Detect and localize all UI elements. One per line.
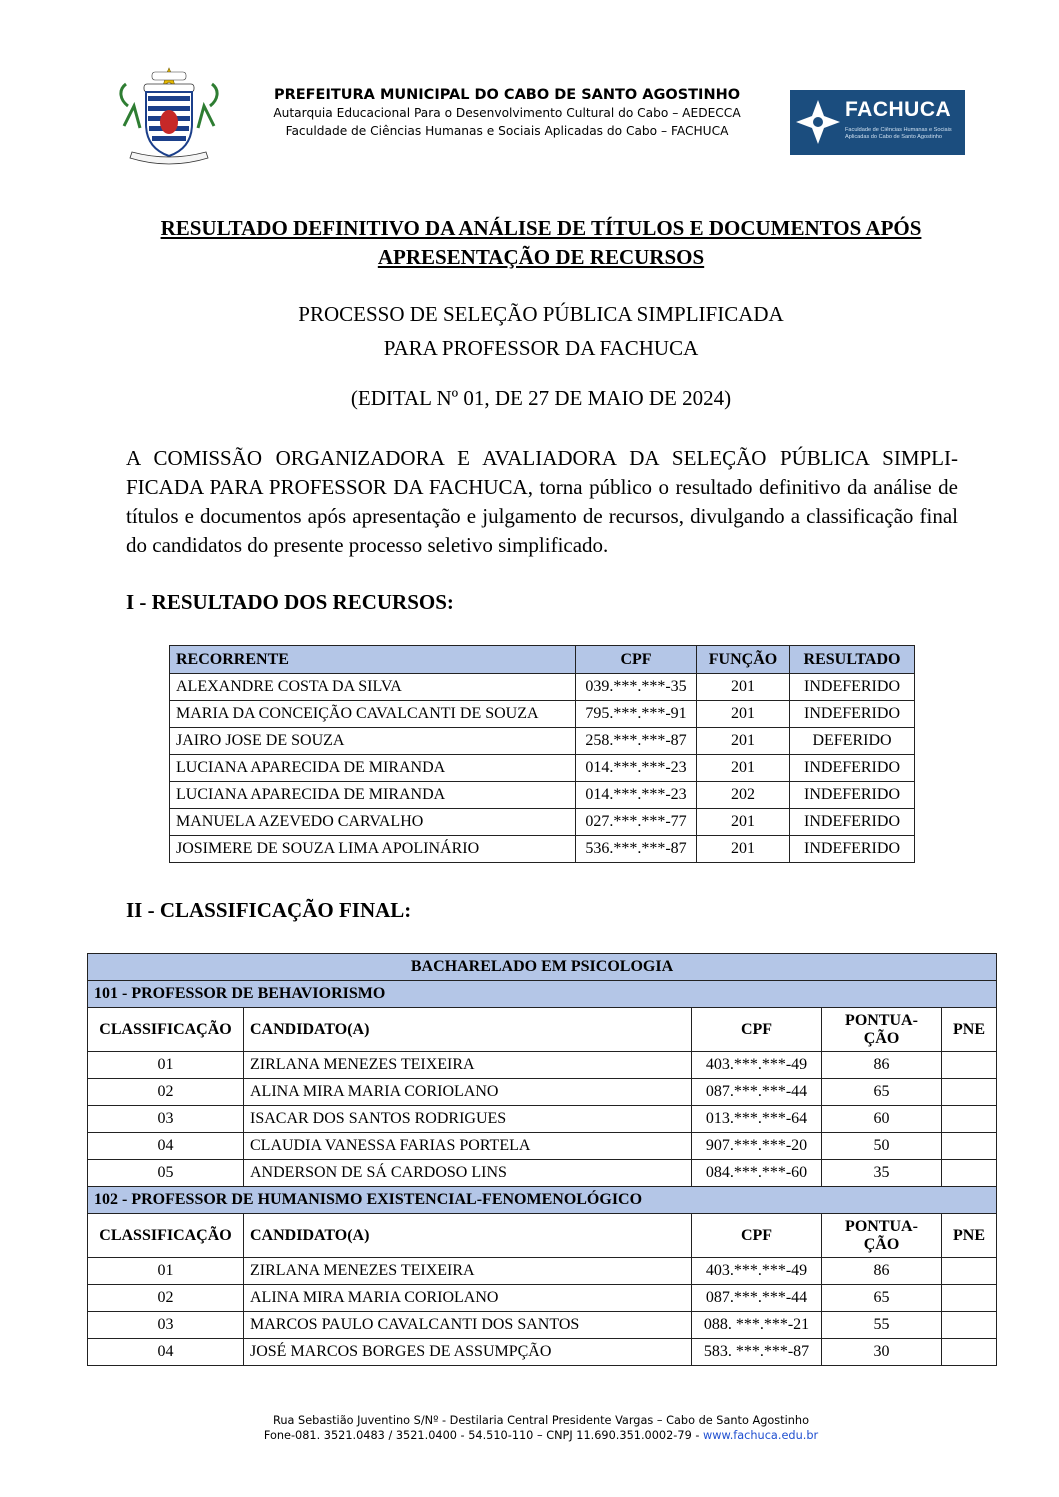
funcao-cell: 201 [697, 701, 790, 728]
funcao-cell: 201 [697, 728, 790, 755]
pontuacao-cell: 65 [822, 1079, 942, 1106]
recurso-row [170, 674, 915, 701]
classificacao-row [88, 1312, 997, 1339]
resultado-cell: INDEFERIDO [790, 755, 915, 782]
cpf-cell: 013.***.***-64 [692, 1106, 822, 1133]
group-title: 102 - PROFESSOR DE HUMANISMO EXISTENCIAL-FENOMENOLÓGICO [88, 1187, 997, 1214]
resultado-cell: INDEFERIDO [790, 674, 915, 701]
recurso-row [170, 728, 915, 755]
title-line2: APRESENTAÇÃO DE RECURSOS [377, 245, 705, 269]
classificacao-cell: 02 [88, 1285, 244, 1312]
classificacao-cell: 04 [88, 1339, 244, 1366]
recurso-row [170, 836, 915, 863]
candidato-cell: ANDERSON DE SÁ CARDOSO LINS [244, 1160, 692, 1187]
logo-subtitle: Faculdade de Ciências Humanas e Sociais Aplicadas do Cabo de Santo Agostinho [845, 127, 952, 140]
resultado-cell: INDEFERIDO [790, 701, 915, 728]
cpf-cell: 258.***.***-87 [576, 728, 697, 755]
recurso-row [170, 782, 915, 809]
pontuacao-cell: 86 [822, 1052, 942, 1079]
col-cpf: CPF [692, 1214, 822, 1258]
cpf-cell: 403.***.***-49 [692, 1052, 822, 1079]
section2-heading: II - CLASSIFICAÇÃO FINAL: [126, 898, 412, 922]
pne-cell [942, 1160, 997, 1187]
pne-cell [942, 1258, 997, 1285]
col-resultado: RESULTADO [790, 646, 915, 674]
candidato-cell: ZIRLANA MENEZES TEIXEIRA [244, 1258, 692, 1285]
resultado-cell: DEFERIDO [790, 728, 915, 755]
candidato-cell: ZIRLANA MENEZES TEIXEIRA [244, 1052, 692, 1079]
header-line1: PREFEITURA MUNICIPAL DO CABO DE SANTO AGOSTINHO [273, 87, 741, 103]
pontuacao-cell: 65 [822, 1285, 942, 1312]
classificacao-row [88, 1258, 997, 1285]
recursos-table [169, 645, 915, 863]
footer [130, 1413, 952, 1443]
funcao-cell: 202 [697, 782, 790, 809]
col-pontuacao: PONTUA-ÇÃO [822, 1008, 942, 1052]
recorrente-cell: LUCIANA APARECIDA DE MIRANDA [170, 782, 576, 809]
pne-cell [942, 1106, 997, 1133]
recorrente-cell: ALEXANDRE COSTA DA SILVA [170, 674, 576, 701]
intro-paragraph: A COMISSÃO ORGANIZADORA E AVALIADORA DA SELEÇÃO PÚBLICA SIMPLI-FICADA PARA PROFESSOR DA FACHUCA, torna público o resultado definitivo da análise de títulos e documentos após apresentação e julgamento de recursos, divulgando a classificação final do candidatos do presente processo seletivo simplificado. [126, 446, 958, 557]
funcao-cell: 201 [697, 674, 790, 701]
classificacao-cell: 02 [88, 1079, 244, 1106]
classificacao-row [88, 1106, 997, 1133]
title-line1: RESULTADO DEFINITIVO DA ANÁLISE DE TÍTULOS E DOCUMENTOS APÓS [160, 216, 922, 240]
funcao-cell: 201 [697, 755, 790, 782]
footer-contacts: Fone-081. 3521.0483 / 3521.0400 - 54.510-110 – CNPJ 11.690.351.0002-79 - [263, 1429, 704, 1442]
classificacao-cell: 03 [88, 1106, 244, 1133]
fachuca-logo [790, 90, 965, 155]
cpf-cell: 084.***.***-60 [692, 1160, 822, 1187]
col-pne: PNE [942, 1008, 997, 1052]
col-classificacao: CLASSIFICAÇÃO [88, 1008, 244, 1052]
recurso-row [170, 809, 915, 836]
municipal-crest-icon [116, 66, 222, 170]
classificacao-cell: 03 [88, 1312, 244, 1339]
website-link[interactable]: www.fachuca.edu.br [703, 1429, 819, 1442]
star-logo-icon [794, 98, 842, 146]
col-cpf: CPF [576, 646, 697, 674]
recorrente-cell: JOSIMERE DE SOUZA LIMA APOLINÁRIO [170, 836, 576, 863]
col-classificacao: CLASSIFICAÇÃO [88, 1214, 244, 1258]
header-line2: Autarquia Educacional Para o Desenvolvimento Cultural do Cabo – AEDECCA [273, 106, 741, 120]
pontuacao-cell: 60 [822, 1106, 942, 1133]
col-recorrente: RECORRENTE [170, 646, 576, 674]
pontuacao-cell: 35 [822, 1160, 942, 1187]
col-candidato: CANDIDATO(A) [244, 1008, 692, 1052]
candidato-cell: ISACAR DOS SANTOS RODRIGUES [244, 1106, 692, 1133]
cpf-cell: 014.***.***-23 [576, 782, 697, 809]
cpf-cell: 087.***.***-44 [692, 1079, 822, 1106]
pontuacao-cell: 86 [822, 1258, 942, 1285]
candidato-cell: ALINA MIRA MARIA CORIOLANO [244, 1285, 692, 1312]
pontuacao-cell: 50 [822, 1133, 942, 1160]
classificacao-row [88, 1339, 997, 1366]
recorrente-cell: LUCIANA APARECIDA DE MIRANDA [170, 755, 576, 782]
footer-address: Rua Sebastião Juventino S/Nº - Destilaria Central Presidente Vargas – Cabo de Santo Agostinho [273, 1414, 809, 1427]
cpf-cell: 403.***.***-49 [692, 1258, 822, 1285]
pne-cell [942, 1133, 997, 1160]
funcao-cell: 201 [697, 809, 790, 836]
cpf-cell: 907.***.***-20 [692, 1133, 822, 1160]
course-title: BACHARELADO EM PSICOLOGIA [88, 954, 997, 981]
cpf-cell: 795.***.***-91 [576, 701, 697, 728]
cpf-cell: 088. ***.***-21 [692, 1312, 822, 1339]
cpf-cell: 027.***.***-77 [576, 809, 697, 836]
document-title [100, 214, 982, 272]
classificacao-row [88, 1052, 997, 1079]
header-line3: Faculdade de Ciências Humanas e Sociais Aplicadas do Cabo – FACHUCA [285, 124, 729, 138]
group-title: 101 - PROFESSOR DE BEHAVIORISMO [88, 981, 997, 1008]
edital: (EDITAL Nº 01, DE 27 DE MAIO DE 2024) [350, 386, 732, 410]
recurso-row [170, 701, 915, 728]
col-candidato: CANDIDATO(A) [244, 1214, 692, 1258]
candidato-cell: MARCOS PAULO CAVALCANTI DOS SANTOS [244, 1312, 692, 1339]
cpf-cell: 039.***.***-35 [576, 674, 697, 701]
recorrente-cell: JAIRO JOSE DE SOUZA [170, 728, 576, 755]
col-pne: PNE [942, 1214, 997, 1258]
pne-cell [942, 1312, 997, 1339]
pontuacao-cell: 55 [822, 1312, 942, 1339]
candidato-cell: JOSÉ MARCOS BORGES DE ASSUMPÇÃO [244, 1339, 692, 1366]
recorrente-cell: MANUELA AZEVEDO CARVALHO [170, 809, 576, 836]
classificacao-cell: 01 [88, 1258, 244, 1285]
pne-cell [942, 1339, 997, 1366]
subtitle-line1: PROCESSO DE SELEÇÃO PÚBLICA SIMPLIFICADA [298, 302, 784, 326]
classificacao-cell: 04 [88, 1133, 244, 1160]
cpf-cell: 014.***.***-23 [576, 755, 697, 782]
cpf-cell: 583. ***.***-87 [692, 1339, 822, 1366]
classificacao-row [88, 1133, 997, 1160]
col-funcao: FUNÇÃO [697, 646, 790, 674]
candidato-cell: CLAUDIA VANESSA FARIAS PORTELA [244, 1133, 692, 1160]
classificacao-row [88, 1160, 997, 1187]
classificacao-cell: 05 [88, 1160, 244, 1187]
resultado-cell: INDEFERIDO [790, 782, 915, 809]
subtitle-line2: PARA PROFESSOR DA FACHUCA [383, 336, 699, 360]
logo-name: FACHUCA [845, 98, 952, 121]
classificacao-row [88, 1079, 997, 1106]
recorrente-cell: MARIA DA CONCEIÇÃO CAVALCANTI DE SOUZA [170, 701, 576, 728]
pontuacao-cell: 30 [822, 1339, 942, 1366]
recurso-row [170, 755, 915, 782]
pne-cell [942, 1285, 997, 1312]
pne-cell [942, 1052, 997, 1079]
classificacao-cell: 01 [88, 1052, 244, 1079]
resultado-cell: INDEFERIDO [790, 836, 915, 863]
classificacao-table [87, 953, 997, 1366]
cpf-cell: 087.***.***-44 [692, 1285, 822, 1312]
classificacao-row [88, 1285, 997, 1312]
funcao-cell: 201 [697, 836, 790, 863]
col-pontuacao: PONTUA-ÇÃO [822, 1214, 942, 1258]
pne-cell [942, 1079, 997, 1106]
col-cpf: CPF [692, 1008, 822, 1052]
section1-heading: I - RESULTADO DOS RECURSOS: [126, 590, 454, 614]
candidato-cell: ALINA MIRA MARIA CORIOLANO [244, 1079, 692, 1106]
resultado-cell: INDEFERIDO [790, 809, 915, 836]
cpf-cell: 536.***.***-87 [576, 836, 697, 863]
